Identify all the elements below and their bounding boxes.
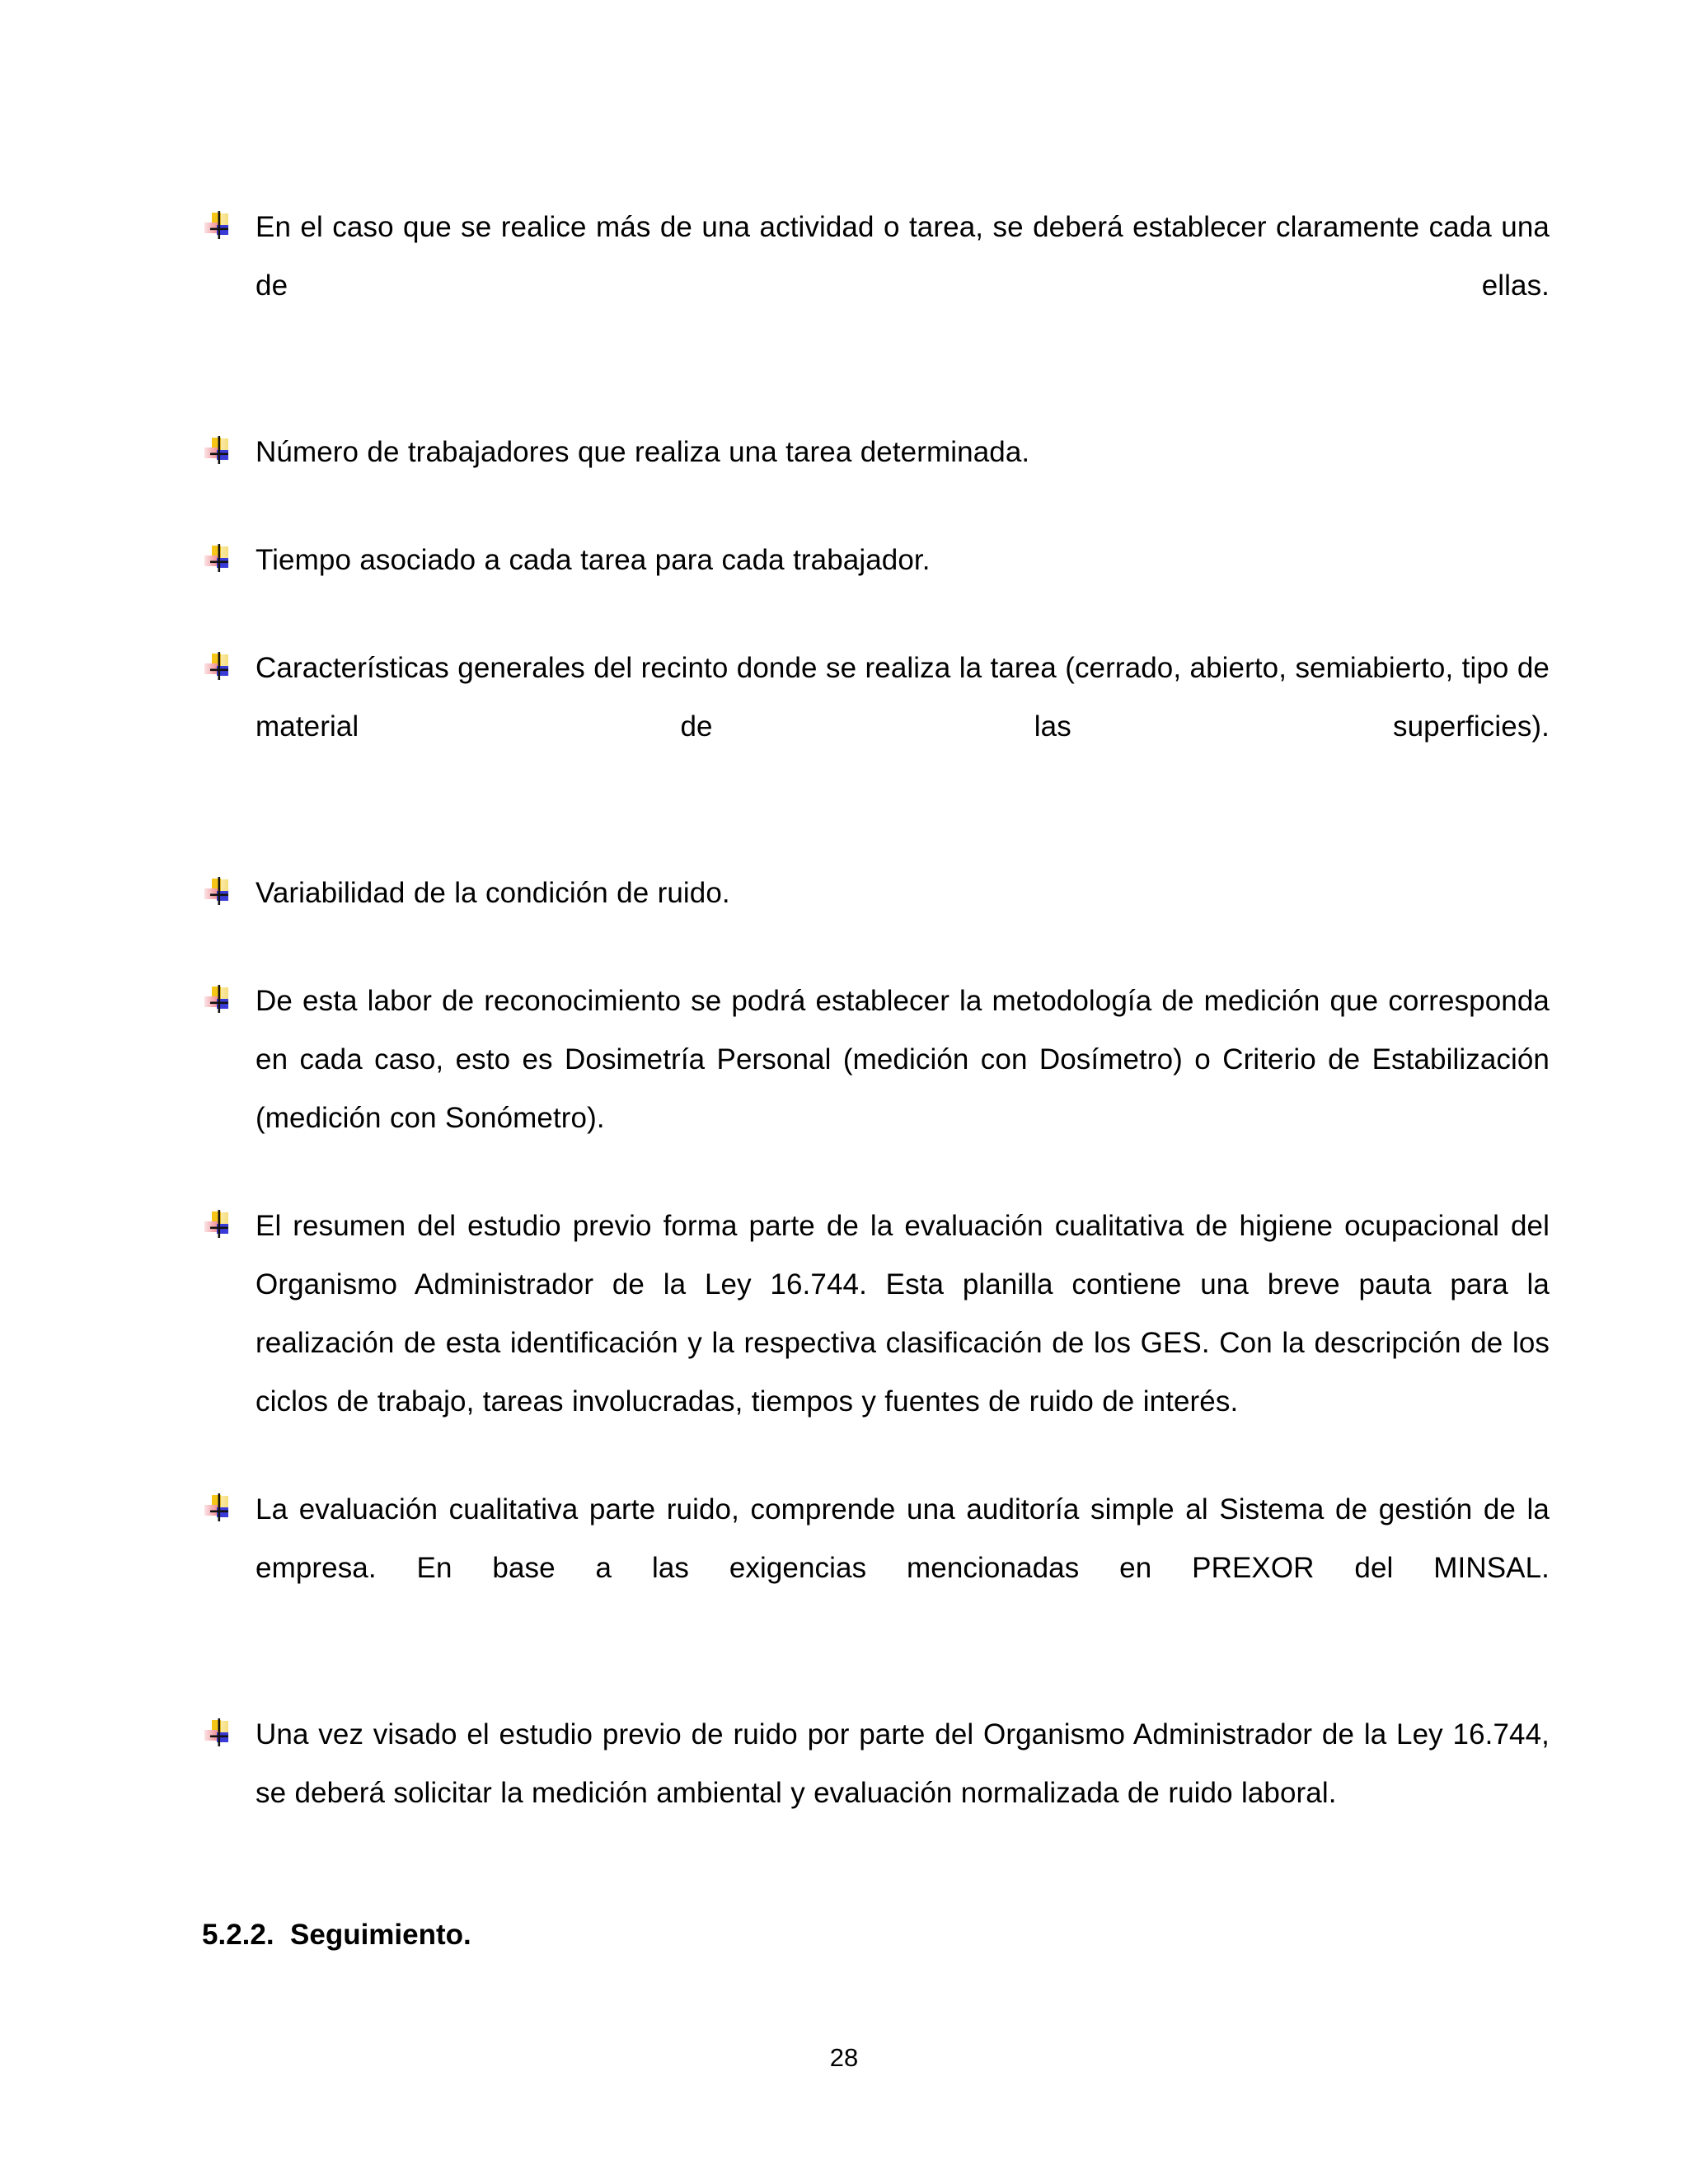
section-heading: 5.2.2. Seguimiento. (202, 1919, 471, 1951)
list-item-text: La evaluación cualitativa parte ruido, comprende una auditoría simple al Sistema de gestión de la empresa. En base a las exigencias mencionadas en PREXOR del MINSAL. (256, 1493, 1550, 1584)
word-cross-pinwheel-bullet-icon (204, 211, 230, 239)
list-item (202, 423, 1550, 481)
list-item (202, 1705, 1550, 1822)
word-cross-pinwheel-bullet-icon (204, 985, 230, 1013)
list-item-text: De esta labor de reconocimiento se podrá establecer la metodología de medición que corresponda en cada caso, esto es Dosimetría Personal (medición con Dosímetro) o Criterio de Estabilización (medición con Sonómetro). (256, 985, 1550, 1134)
list-item (202, 1197, 1550, 1431)
list-item (202, 972, 1550, 1147)
word-cross-pinwheel-bullet-icon (204, 652, 230, 680)
word-cross-pinwheel-bullet-icon (204, 877, 230, 905)
list-item-text: Una vez visado el estudio previo de ruido por parte del Organismo Administrador de la Ley 16.744, se deberá solicitar la medición ambiental y evaluación normalizada de ruido laboral. (256, 1718, 1550, 1809)
list-item-text: El resumen del estudio previo forma parte de la evaluación cualitativa de higiene ocupacional del Organismo Administrador de la Ley 16.744. Esta planilla contiene una breve pauta para la realización de esta identificación y la respectiva clasificación de los GES. Con la descripción de los ciclos de trabajo, tareas involucradas, tiempos y fuentes de ruido de interés. (256, 1210, 1550, 1418)
word-cross-pinwheel-bullet-icon (204, 544, 230, 572)
page-content (202, 198, 1550, 1872)
list-item-text: Número de trabajadores que realiza una tarea determinada. (256, 436, 1030, 468)
list-item-text: Características generales del recinto donde se realiza la tarea (cerrado, abierto, semiabierto, tipo de material de las superficies). (256, 652, 1550, 743)
list-item-text: Tiempo asociado a cada tarea para cada trabajador. (256, 544, 931, 576)
page-number: 28 (829, 2043, 859, 2072)
word-cross-pinwheel-bullet-icon (204, 1493, 230, 1521)
list-item (202, 531, 1550, 589)
list-item (202, 864, 1550, 922)
list-item-text: En el caso que se realice más de una actividad o tarea, se deberá establecer claramente cada una de ellas. (256, 211, 1550, 302)
bullet-list (202, 198, 1550, 1822)
list-item-text: Variabilidad de la condición de ruido. (256, 877, 730, 909)
word-cross-pinwheel-bullet-icon (204, 1210, 230, 1238)
list-item (202, 639, 1550, 814)
word-cross-pinwheel-bullet-icon (204, 436, 230, 464)
word-cross-pinwheel-bullet-icon (204, 1718, 230, 1746)
list-item (202, 1480, 1550, 1656)
list-item (202, 198, 1550, 373)
